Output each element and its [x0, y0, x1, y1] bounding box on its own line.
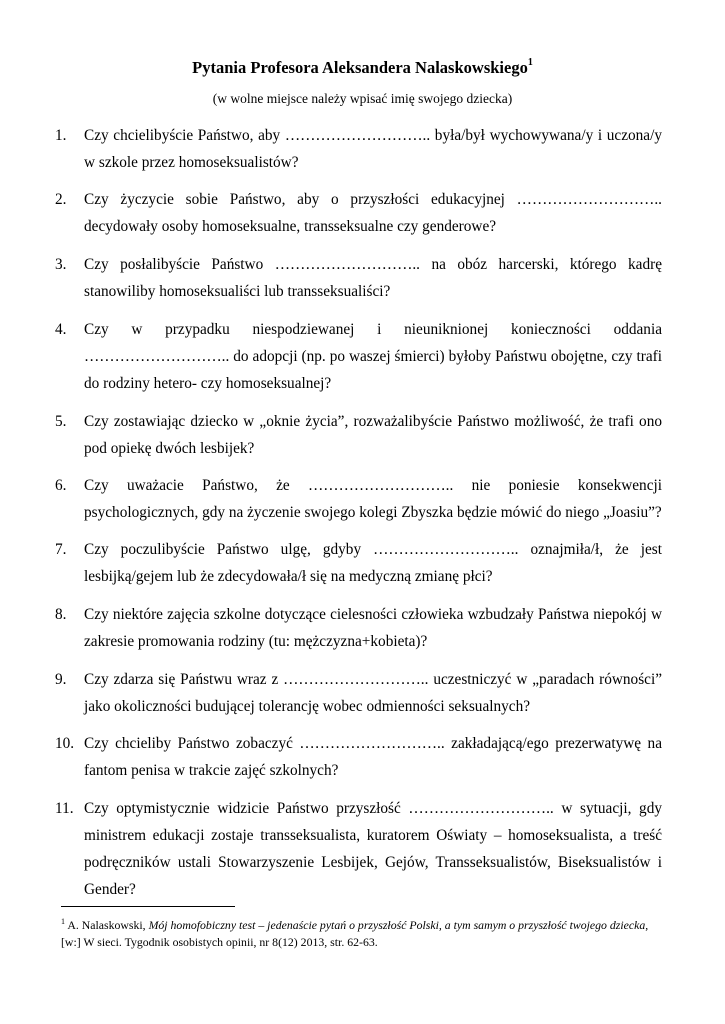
question-text: Czy posłalibyście Państwo ……………………….. na obóz harcerski, którego kadrę stanowiliby homoseksualiści lub transseksualiści? [84, 256, 662, 300]
title-text: Pytania Profesora Aleksandera Nalaskowskiego [192, 58, 528, 77]
question-text: Czy optymistycznie widzicie Państwo przyszłość ……………………….. w sytuacji, gdy ministrem edukacji zostaje transseksualista, kuratorem Oświaty – homoseksualista, a treść podręczników ustali Stowarzyszenie Lesbijek, Gejów, Transseksualistów, Biseksualistów i Gender? [84, 800, 662, 898]
question-text: Czy niektóre zajęcia szkolne dotyczące cielesności człowieka wzbudzały Państwa niepokój w zakresie promowania rodziny (tu: mężczyzna+kobieta)? [84, 606, 662, 650]
question-number: 6. [55, 477, 67, 494]
question-number: 9. [55, 671, 67, 688]
question-number: 1. [55, 127, 67, 144]
question-item [55, 472, 662, 526]
footnote-title: Mój homofobiczny test – jedenaście pytań o przyszłość Polski, a tym samym o przyszłość twojego dziecka [148, 917, 646, 932]
question-text: Czy życzycie sobie Państwo, aby o przyszłości edukacyjnej ……………………….. decydowały osoby homoseksualne, transseksualne czy genderowe? [84, 191, 662, 235]
question-number: 2. [55, 191, 67, 208]
question-item [55, 251, 662, 305]
question-item [55, 536, 662, 590]
question-text: Czy zostawiając dziecko w „oknie życia”, rozważalibyście Państwo możliwość, że trafi ono pod opiekę dwóch lesbijek? [84, 413, 662, 457]
question-number: 5. [55, 413, 67, 430]
page-subtitle: (w wolne miejsce należy wpisać imię swojego dziecka) [212, 91, 513, 106]
question-text: Czy w przypadku niespodziewanej i nieuniknionej konieczności oddania ……………………….. do adopcji (np. po waszej śmierci) byłoby Państwu obojętne, czy trafi do rodziny hetero- czy homoseksualnej? [84, 321, 662, 392]
footnote [61, 913, 661, 951]
question-item [55, 408, 662, 462]
question-number: 11. [55, 800, 74, 817]
question-text: Czy chcielibyście Państwo, aby ……………………….. była/był wychowywana/y i uczona/y w szkole przez homoseksualistów? [84, 127, 662, 171]
question-item [55, 122, 662, 176]
question-text: Czy poczulibyście Państwo ulgę, gdyby ……………………….. oznajmiła/ł, że jest lesbijką/gejem lub że zdecydowała/ł się na medyczną zmianę płci? [84, 541, 662, 585]
question-text: Czy chcieliby Państwo zobaczyć ……………………….. zakładającą/ego prezerwatywę na fantom penisa w trakcie zajęć szkolnych? [84, 735, 662, 779]
question-item [55, 186, 662, 240]
question-text: Czy zdarza się Państwu wraz z ……………………….. uczestniczyć w „paradach równości” jako okoliczności budującej tolerancję wobec odmienności seksualnych? [84, 671, 662, 715]
footnote-divider [61, 906, 235, 907]
question-number: 3. [55, 256, 67, 273]
question-item [55, 601, 662, 655]
question-item [55, 730, 662, 784]
footnote-rest: , [w:] W sieci. Tygodnik osobistych opinii, nr 8(12) 2013, str. 62-63. [61, 917, 649, 949]
page-title [0, 58, 725, 78]
footnote-mark: 1 [61, 917, 65, 926]
question-list [0, 122, 725, 903]
question-text: Czy uważacie Państwo, że ……………………….. nie poniesie konsekwencji psychologicznych, gdy na życzenie swojego kolegi Zbyszka będzie mówić do niego „Joasiu”? [84, 477, 662, 521]
question-item [55, 795, 662, 903]
question-number: 7. [55, 541, 67, 558]
question-number: 4. [55, 321, 67, 338]
question-number: 10. [55, 735, 75, 752]
question-item [55, 666, 662, 720]
title-footnote-mark: 1 [527, 56, 533, 68]
question-number: 8. [55, 606, 67, 623]
footnote-author: A. Nalaskowski, [67, 917, 149, 932]
question-item [55, 316, 662, 397]
